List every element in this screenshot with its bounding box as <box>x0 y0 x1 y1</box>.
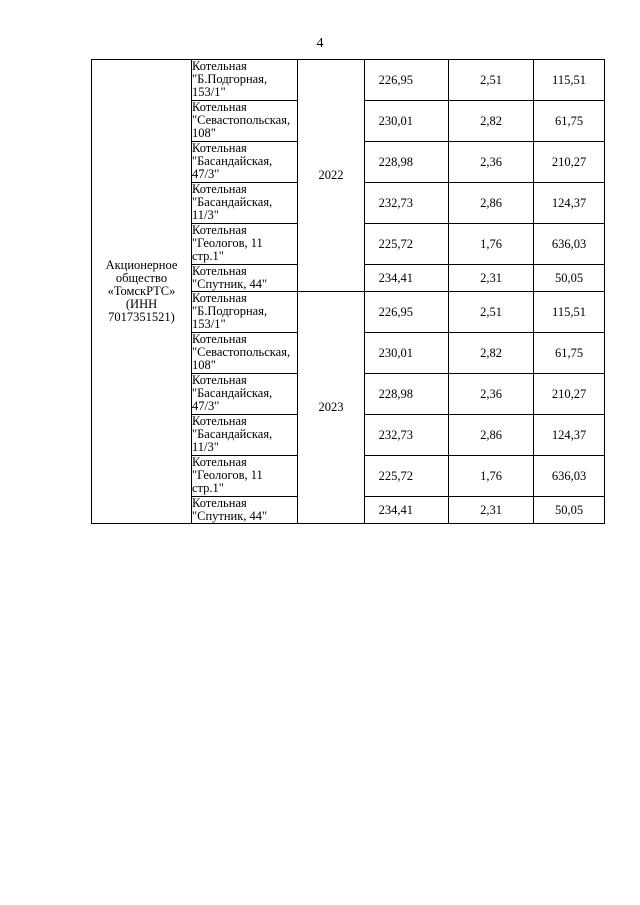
boiler-name-line: 108" <box>192 126 216 140</box>
value-cell: 2,82 <box>449 333 534 374</box>
boiler-name-line: "Спутник, 44" <box>192 277 268 291</box>
value-cell: 232,73 <box>365 415 449 456</box>
boiler-name-line: 47/3" <box>192 399 220 413</box>
boiler-name-line: "Басандайская, <box>192 154 273 168</box>
boiler-name-line: "Басандайская, <box>192 427 273 441</box>
boiler-name-line: стр.1" <box>192 249 224 263</box>
boiler-name-line: Котельная <box>192 264 247 278</box>
boiler-name-cell <box>192 265 298 292</box>
value-cell: 1,76 <box>449 224 534 265</box>
boiler-name-cell <box>192 415 298 456</box>
boiler-name-line: "Геологов, 11 <box>192 468 263 482</box>
boiler-name-line: "Б.Подгорная, <box>192 304 268 318</box>
value-cell: 2,36 <box>449 142 534 183</box>
boiler-name-cell <box>192 456 298 497</box>
value-cell: 2,31 <box>449 265 534 292</box>
boiler-name-line: Котельная <box>192 141 247 155</box>
organization-line: «ТомскРТС» <box>107 284 176 298</box>
boiler-name-line: Котельная <box>192 100 247 114</box>
value-cell: 226,95 <box>365 60 449 101</box>
boiler-name-cell <box>192 183 298 224</box>
table-row <box>92 60 605 101</box>
value-cell: 234,41 <box>365 265 449 292</box>
value-cell: 226,95 <box>365 292 449 333</box>
boiler-name-line: 108" <box>192 358 216 372</box>
boiler-name-cell <box>192 60 298 101</box>
boiler-name-cell <box>192 224 298 265</box>
value-cell: 2,86 <box>449 183 534 224</box>
year-cell: 2023 <box>298 292 365 524</box>
organization-line: Акционерное <box>105 258 178 272</box>
value-cell: 115,51 <box>534 60 605 101</box>
boiler-name-line: "Спутник, 44" <box>192 509 268 523</box>
boiler-name-line: 153/1" <box>192 317 226 331</box>
value-cell: 50,05 <box>534 265 605 292</box>
value-cell: 2,86 <box>449 415 534 456</box>
boiler-name-cell <box>192 101 298 142</box>
boiler-name-cell <box>192 333 298 374</box>
tariff-table <box>91 59 605 524</box>
boiler-name-line: 11/3" <box>192 440 219 454</box>
boiler-name-line: Котельная <box>192 496 247 510</box>
boiler-name-cell <box>192 374 298 415</box>
value-cell: 636,03 <box>534 224 605 265</box>
value-cell: 228,98 <box>365 142 449 183</box>
value-cell: 2,51 <box>449 60 534 101</box>
value-cell: 225,72 <box>365 456 449 497</box>
boiler-name-line: "Басандайская, <box>192 195 273 209</box>
boiler-name-line: Котельная <box>192 182 247 196</box>
boiler-name-cell <box>192 497 298 524</box>
value-cell: 210,27 <box>534 142 605 183</box>
boiler-name-line: 47/3" <box>192 167 220 181</box>
value-cell: 1,76 <box>449 456 534 497</box>
boiler-name-line: "Севастопольская, <box>192 345 291 359</box>
value-cell: 2,51 <box>449 292 534 333</box>
boiler-name-line: Котельная <box>192 59 247 73</box>
boiler-name-cell <box>192 142 298 183</box>
value-cell: 2,36 <box>449 374 534 415</box>
value-cell: 61,75 <box>534 333 605 374</box>
value-cell: 124,37 <box>534 415 605 456</box>
value-cell: 2,31 <box>449 497 534 524</box>
value-cell: 234,41 <box>365 497 449 524</box>
value-cell: 61,75 <box>534 101 605 142</box>
boiler-name-line: "Севастопольская, <box>192 113 291 127</box>
boiler-name-line: Котельная <box>192 373 247 387</box>
value-cell: 124,37 <box>534 183 605 224</box>
boiler-name-line: Котельная <box>192 332 247 346</box>
organization-line: общество <box>115 271 168 285</box>
boiler-name-line: "Геологов, 11 <box>192 236 263 250</box>
boiler-name-line: Котельная <box>192 223 247 237</box>
organization-cell <box>92 60 192 524</box>
value-cell: 636,03 <box>534 456 605 497</box>
boiler-name-line: стр.1" <box>192 481 224 495</box>
boiler-name-line: "Басандайская, <box>192 386 273 400</box>
page-number: 4 <box>316 36 324 51</box>
boiler-name-line: Котельная <box>192 455 247 469</box>
value-cell: 225,72 <box>365 224 449 265</box>
boiler-name-line: Котельная <box>192 291 247 305</box>
year-cell: 2022 <box>298 60 365 292</box>
organization-line: 7017351521) <box>108 310 175 324</box>
value-cell: 230,01 <box>365 333 449 374</box>
boiler-name-cell <box>192 292 298 333</box>
value-cell: 210,27 <box>534 374 605 415</box>
value-cell: 232,73 <box>365 183 449 224</box>
value-cell: 230,01 <box>365 101 449 142</box>
organization-line: (ИНН <box>125 297 158 311</box>
value-cell: 115,51 <box>534 292 605 333</box>
boiler-name-line: 153/1" <box>192 85 226 99</box>
value-cell: 2,82 <box>449 101 534 142</box>
boiler-name-line: Котельная <box>192 414 247 428</box>
value-cell: 228,98 <box>365 374 449 415</box>
boiler-name-line: "Б.Подгорная, <box>192 72 268 86</box>
boiler-name-line: 11/3" <box>192 208 219 222</box>
value-cell: 50,05 <box>534 497 605 524</box>
